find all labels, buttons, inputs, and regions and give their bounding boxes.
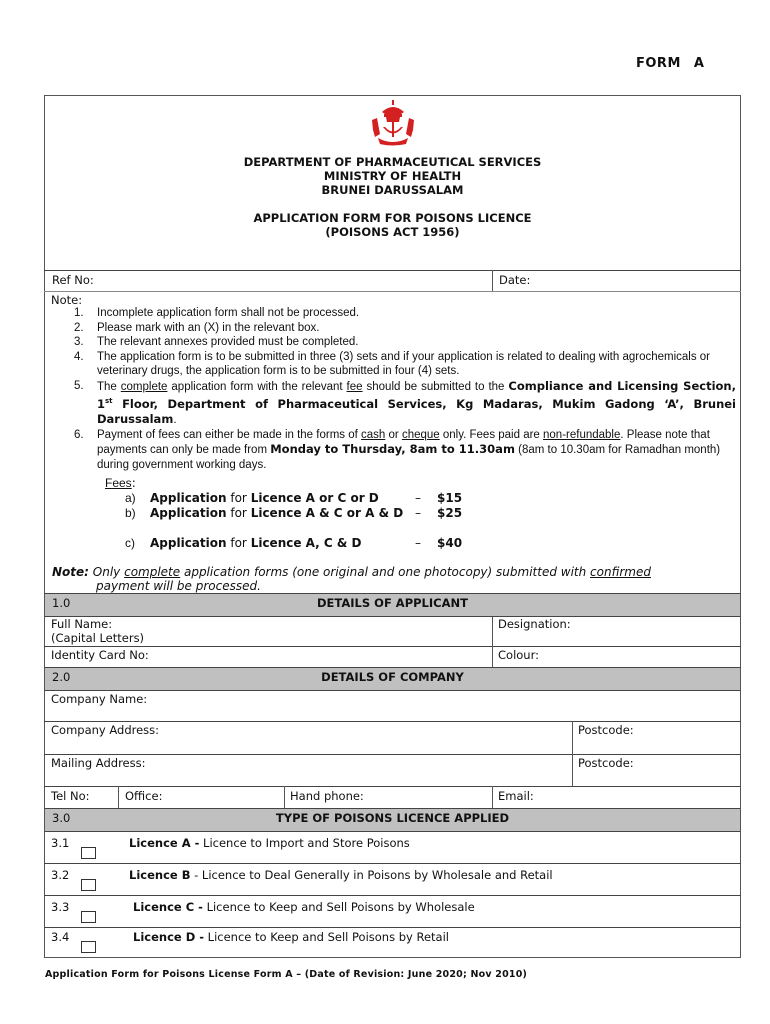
licence-a-checkbox[interactable]: [81, 847, 96, 859]
mailing-address-field[interactable]: Mailing Address:: [51, 756, 146, 770]
licence-d-checkbox[interactable]: [81, 941, 96, 953]
ref-no-field[interactable]: Ref No:: [52, 273, 94, 287]
divider: [44, 270, 741, 271]
fee-amount: $15: [437, 491, 463, 505]
divider: [44, 754, 741, 755]
form-title: APPLICATION FORM FOR POISONS LICENCE: [253, 211, 532, 225]
divider: [284, 786, 285, 809]
designation-field[interactable]: Designation:: [498, 617, 571, 631]
hand-phone-field[interactable]: Hand phone:: [290, 789, 364, 803]
company-address-field[interactable]: Company Address:: [51, 723, 160, 737]
divider: [44, 786, 741, 787]
note-item: 1. Incomplete application form shall not be processed.: [74, 307, 360, 319]
note-item: 2. Please mark with an (X) in the relevant box.: [74, 321, 320, 334]
department-name: DEPARTMENT OF PHARMACEUTICAL SERVICES: [243, 155, 542, 169]
divider: [118, 786, 119, 809]
notes-list: [52, 306, 736, 472]
divider: [572, 721, 573, 786]
divider: [44, 646, 741, 647]
fee-item: a) Application for Licence A or C or D – $15: [125, 491, 463, 505]
section-company-header: 2.0 DETAILS OF COMPANY: [44, 667, 741, 691]
licence-b-checkbox[interactable]: [81, 879, 96, 891]
ministry-name: MINISTRY OF HEALTH: [323, 169, 462, 183]
divider: [492, 270, 493, 292]
date-field[interactable]: Date:: [499, 273, 531, 287]
divider: [44, 927, 741, 928]
note-item: 5. The complete application form with the relevant fee should be submitted to the Compliance and Licensing Section, 1st Floor, Department of Pharmaceutical Services, Kg Madaras, Mukim Gadong ‘A’, Brunei Darussalam.: [74, 378, 736, 427]
note-item: 3. The relevant annexes provided must be completed.: [74, 336, 359, 348]
section-licence-header: 3.0 TYPE OF POISONS LICENCE APPLIED: [44, 808, 741, 832]
note-item: 6. Payment of fees can either be made in the forms of cash or cheque only. Fees paid are non-refundable. Please note that payments can only be made from Monday to Thursday, 8am to 11.30am (8am to 10.30am for Ramadhan month) during government working days.: [74, 428, 721, 471]
ic-no-field[interactable]: Identity Card No:: [51, 648, 149, 662]
section-applicant-header: 1.0 DETAILS OF APPLICANT: [44, 593, 741, 617]
divider: [44, 863, 741, 864]
notes-heading: Note:: [51, 293, 83, 307]
form-header: [44, 95, 741, 271]
fee-amount: $25: [437, 506, 463, 520]
closing-note: Note: Only complete application forms (one original and one photocopy) submitted with confirmed payment will be processed.: [52, 565, 651, 593]
email-field[interactable]: Email:: [498, 789, 534, 803]
divider: [492, 617, 493, 668]
ref-date-row: [44, 270, 741, 292]
office-phone-field[interactable]: Office:: [125, 789, 163, 803]
page-footer: Application Form for Poisons License Form A – (Date of Revision: June 2020; Nov 2010): [45, 969, 528, 980]
brunei-crest-icon: [368, 100, 418, 146]
company-name-field[interactable]: Company Name:: [51, 692, 148, 706]
fees-block: Fees: a) Application for Licence A or C or D – $15 b) Application for Licence A & C or A & D – $25 c) Application for Licence A, C & D – $40: [105, 476, 463, 550]
postcode-field[interactable]: Postcode:: [578, 723, 634, 737]
divider: [44, 721, 741, 722]
fees-heading: Fees: [105, 476, 132, 490]
form-subtitle: (POISONS ACT 1956): [325, 225, 460, 239]
fee-amount: $40: [437, 536, 463, 550]
divider: [492, 786, 493, 809]
licence-c-checkbox[interactable]: [81, 911, 96, 923]
full-name-field[interactable]: Full Name: (Capital Letters): [51, 617, 145, 645]
fee-item: b) Application for Licence A & C or A & D – $25: [125, 506, 463, 520]
mailing-postcode-field[interactable]: Postcode:: [578, 756, 634, 770]
tel-no-label: Tel No:: [51, 789, 90, 803]
form-label: FORM A: [636, 56, 705, 71]
fee-item: c) Application for Licence A, C & D – $40: [125, 536, 463, 550]
divider: [44, 895, 741, 896]
country-name: BRUNEI DARUSSALAM: [321, 183, 464, 197]
note-item: 4. The application form is to be submitted in three (3) sets and if your application is related to dealing with agrochemicals or veterinary drugs, the application form is to be submitted in four (4) sets.: [74, 350, 711, 377]
colour-field[interactable]: Colour:: [498, 648, 539, 662]
